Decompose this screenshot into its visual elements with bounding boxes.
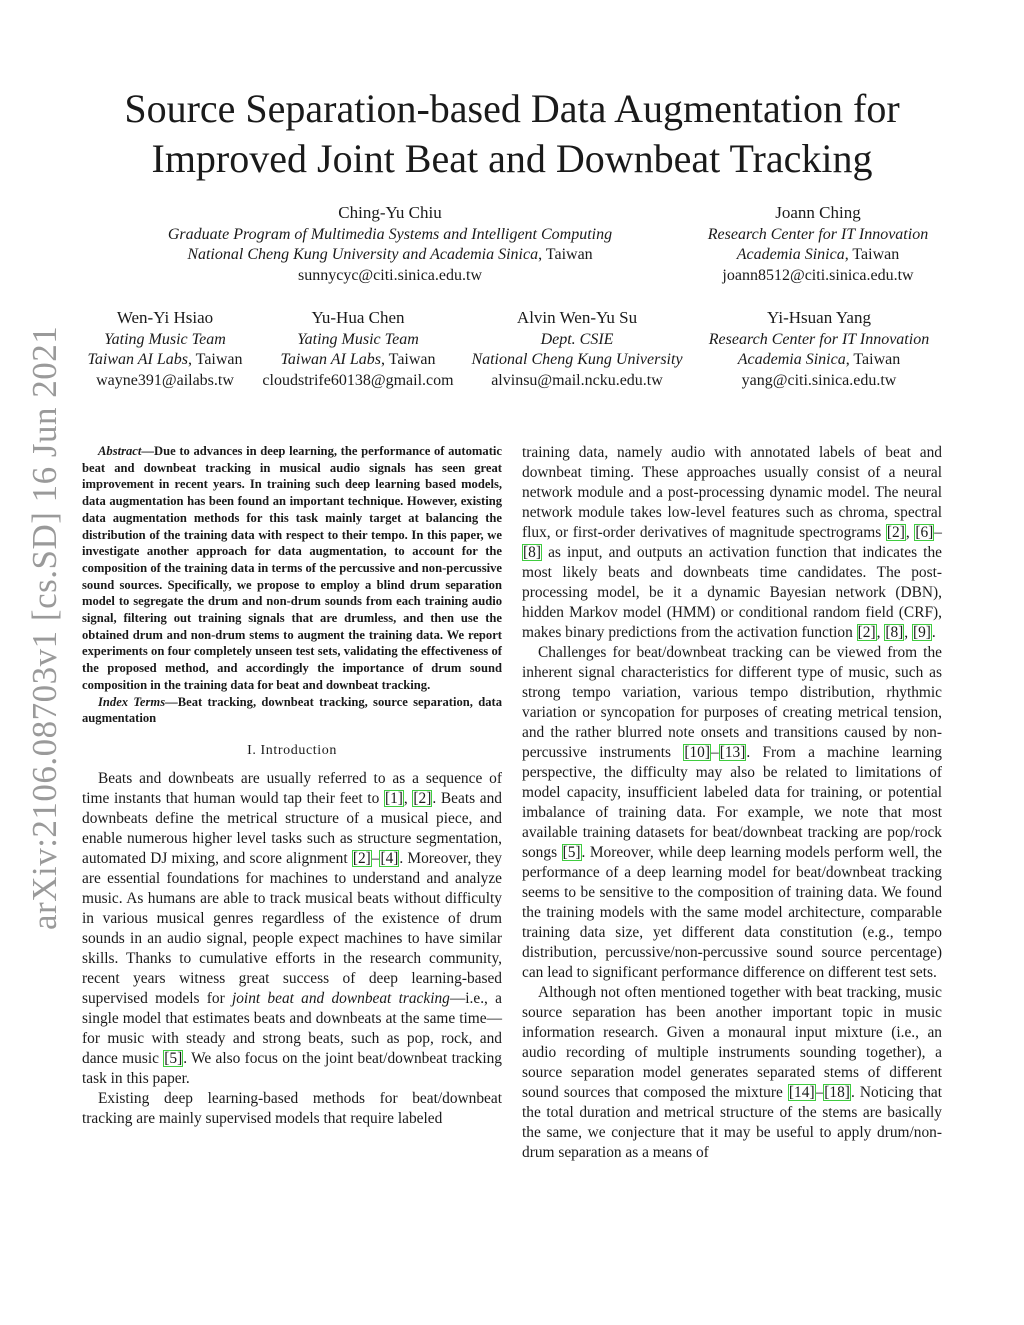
body-paragraph-2: Challenges for beat/downbeat tracking can be viewed from the inherent signal characteristics for different type of music, such as strong tempo variation, various tempo distribution, rhythmic variation or syncopation for purposes of creating metrical tension, and the rather blurred note onsets and transitions caused by non-percussive instruments [10]–[13]. From a machine learning perspective, the difficulty may also be related to limitations of model capacity, insufficient labeled data for training, or potential imbalance of training data. For example, we note that most available training datasets for beat/downbeat tracking are pop/rock songs [5]. Moreover, while deep learning models perform well, the performance of a deep learning model for beat/downbeat tracking seems to be sensitive to the composition of training data. We found the training models with the same model architecture, comparable training data size, yet different data constitution (e.g., tempo distribution, percussive/non-percussive sound source percentage) can lead to significant performance difference on different test sets. — [522, 644, 943, 981]
intro-paragraph-1: Beats and downbeats are usually referred to as a sequence of time instants that human would tap their feet to [1], [2]. Beats and downbeats define the metrical structure of a musical piece, and enable numerous higher level tasks such as structure segmentation, automated DJ mixing, and score alignment [2]–[4]. Moreover, they are essential foundations for machines to understand and analyze music. As humans are able to track musical beats without difficulty in various musical genres regardless of the existence of drum sounds in an audio signal, people expect machines to have similar skills. Thanks to cumulative efforts in the research community, recent years witness great success of deep learning-based supervised models for joint beat and downbeat tracking—i.e., a single model that estimates beats and downbeats at the same time—for music with steady and strong beats, such as pop, rock, and dance music [5]. We also focus on the joint beat/downbeat tracking task in this paper. — [82, 769, 502, 1087]
citation-link[interactable]: [2] — [857, 624, 876, 641]
author-block-4 — [256, 308, 460, 391]
body-paragraph-1: training data, namely audio with annotated labels of beat and downbeat timing. These approaches usually consist of a neural network module and a post-processing dynamic model. The neural network module takes low-level features such as chroma, spectral flux, or first-order derivatives of magnitude spectrograms [2], [6]–[8] as input, and outputs an activation function that indicates the most likely beats and downbeats time candidates. The post-processing model, be it a dynamic Bayesian network (DBN), hidden Markov model (HMM) or conditional random field (CRF), makes binary predictions from the activation function [2], [8], [9]. — [522, 444, 942, 641]
citation-link[interactable]: [8] — [885, 624, 904, 641]
author-block-1 — [130, 203, 650, 286]
author-name: Wen-Yi Hsiao — [116, 308, 214, 327]
author-affiliation: National Cheng Kung University — [471, 351, 683, 368]
citation-link[interactable]: [13] — [719, 744, 746, 761]
author-block-6 — [694, 308, 944, 391]
citation-link[interactable]: [4] — [380, 849, 399, 867]
right-column — [522, 443, 942, 1163]
body-paragraph-3: Although not often mentioned together with beat tracking, music source separation has been another important topic in music information research. Given a monaural input mixture (i.e., an audio recording of multiple instruments sounding together), a source separation model generates separated stems of different sound sources that composed the mixture [14]–[18]. Noticing that the total duration and metrical structure of the stems are basically the same, we conjecture that it may be useful to apply drum/non-drum separation as a means of — [522, 984, 943, 1161]
citation-link[interactable]: [8] — [523, 544, 541, 561]
arxiv-stamp: arXiv:2106.08703v1 [cs.SD] 16 Jun 2021 — [25, 325, 64, 930]
author-affiliation: Yating Music Team — [297, 330, 419, 348]
author-email[interactable]: sunnycyc@citi.sinica.edu.tw — [297, 266, 483, 284]
author-affiliation: Yating Music Team — [104, 330, 226, 348]
author-block-3 — [70, 308, 260, 391]
author-affiliation: Academia Sinica, Taiwan — [736, 246, 900, 263]
title-line-1: Source Separation-based Data Augmentation for — [124, 86, 900, 131]
citation-link[interactable]: [14] — [788, 1084, 815, 1101]
author-name: Alvin Wen-Yu Su — [516, 308, 638, 327]
author-block-5 — [462, 308, 692, 391]
author-affiliation: National Cheng Kung University and Academia Sinica, Taiwan — [187, 246, 593, 263]
author-email[interactable]: joann8512@citi.sinica.edu.tw — [722, 266, 914, 284]
citation-link[interactable]: [2] — [413, 789, 432, 807]
intro-paragraph-2: Existing deep learning-based methods for beat/downbeat tracking are mainly supervised models that require labeled — [82, 1089, 502, 1127]
left-column — [82, 443, 502, 1129]
author-email[interactable]: yang@citi.sinica.edu.tw — [741, 371, 897, 389]
abstract: Abstract—Due to advances in deep learning, the performance of automatic beat and downbeat tracking in musical audio signals has seen great improvement in recent years. In training such deep learning based models, data augmentation has been found an important technique. However, existing data augmentation methods for this task mainly target at balancing the distribution of the training data with respect to their tempo. In this paper, we investigate another approach for data augmentation, to account for the composition of the training data in terms of the percussive and non-percussive sound sources. Specifically, we propose to employ a blind drum separation model to segregate the drum and non-drum sounds from each training audio signal, filtering out training signals that are drumless, and then use the obtained drum and non-drum stems to augment the training data. We report experiments on four completely unseen test sets, validating the effectiveness of the proposed method, and accordingly the importance of drum sound composition in the training data for beat and downbeat tracking. — [82, 444, 502, 692]
index-terms: Index Terms—Beat tracking, downbeat tracking, source separation, data augmentation — [82, 694, 502, 726]
section-heading-introduction: I. Introduction — [247, 742, 337, 758]
citation-link[interactable]: [2] — [886, 524, 905, 541]
author-affiliation: Research Center for IT Innovation — [708, 330, 930, 348]
author-name: Ching-Yu Chiu — [338, 203, 442, 222]
author-affiliation: Taiwan AI Labs, Taiwan — [87, 351, 243, 368]
author-block-2 — [688, 203, 948, 286]
author-affiliation: Research Center for IT Innovation — [707, 225, 929, 243]
citation-link[interactable]: [1] — [384, 789, 403, 807]
citation-link[interactable]: [2] — [352, 849, 371, 867]
author-name: Yu-Hua Chen — [311, 308, 405, 327]
citation-link[interactable]: [18] — [824, 1084, 850, 1101]
author-affiliation: Graduate Program of Multimedia Systems and Intelligent Computing — [167, 225, 613, 243]
citation-link[interactable]: [9] — [912, 624, 931, 641]
citation-link[interactable]: [5] — [164, 1049, 183, 1067]
author-name: Joann Ching — [775, 203, 861, 222]
author-affiliation: Academia Sinica, Taiwan — [737, 351, 901, 368]
paper-title — [80, 84, 944, 184]
citation-link[interactable]: [6] — [915, 524, 934, 541]
author-affiliation: Dept. CSIE — [540, 330, 614, 348]
author-email[interactable]: wayne391@ailabs.tw — [96, 371, 234, 389]
author-affiliation: Taiwan AI Labs, Taiwan — [280, 351, 436, 368]
citation-link[interactable]: [5] — [562, 844, 581, 861]
author-name: Yi-Hsuan Yang — [767, 308, 871, 327]
author-email[interactable]: cloudstrife60138@gmail.com — [262, 371, 454, 389]
citation-link[interactable]: [10] — [684, 744, 710, 761]
title-line-2: Improved Joint Beat and Downbeat Tracking — [151, 136, 873, 181]
author-email[interactable]: alvinsu@mail.ncku.edu.tw — [491, 371, 663, 389]
